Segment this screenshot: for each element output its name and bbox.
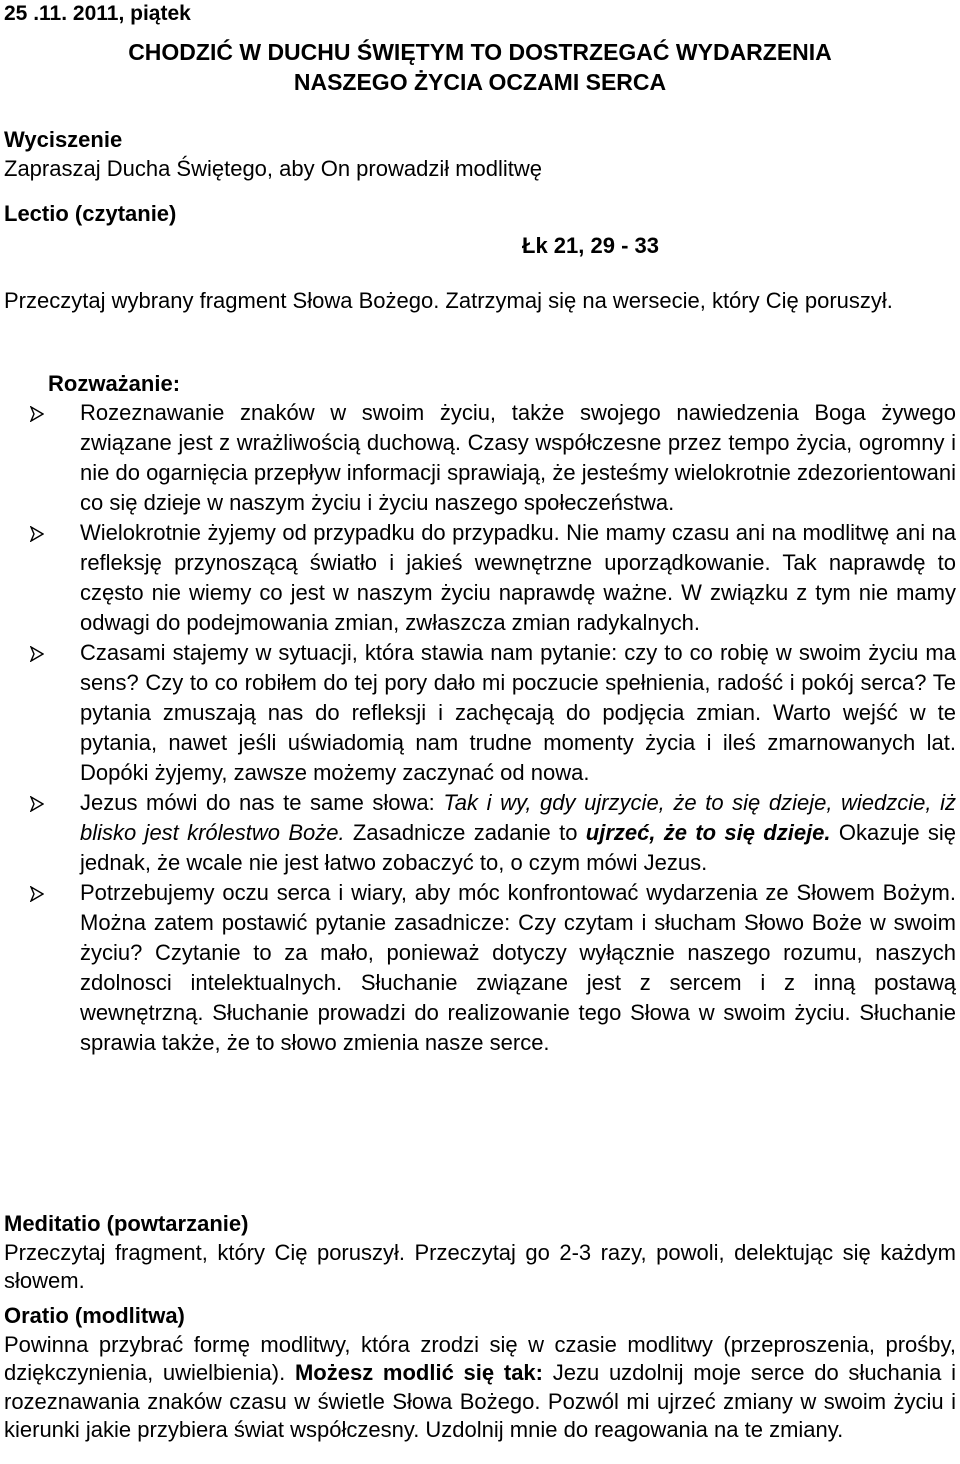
- list-item-text: Rozeznawanie znaków w swoim życiu, także swojego nawiedzenia Boga żywego związane jest z wrażliwością duchową. Czasy współczesne przez tempo życia, ogromny i nie do ogarnięcia przepływ informacji sprawiają, że jesteśmy wielokrotnie zdezorientowani co się dzieje w naszym życiu i życiu naszego społeczeństwa.: [80, 400, 956, 515]
- document-title: [0, 37, 960, 97]
- list-item: [30, 398, 956, 518]
- wyciszenie-text: Zapraszaj Ducha Świętego, aby On prowadził modlitwę: [4, 155, 543, 181]
- list-item: [30, 788, 956, 878]
- meditatio-text: Przeczytaj fragment, który Cię poruszył. Przeczytaj go 2-3 razy, powoli, delektując się każdym słowem.: [4, 1239, 956, 1294]
- list-item-text: Potrzebujemy oczu serca i wiary, aby móc konfrontować wydarzenia ze Słowem Bożym. Można zatem postawić pytanie zasadnicze: Czy czytam i słucham Słowo Boże w swoim życiu? Czytanie to za mało, ponieważ dotyczy wyłącznie naszego rozumu, naszych zdolnosci intelektualnych. Słuchanie związane jest z sercem i z inną postawą wewnętrzną. Słuchanie prowadzi do realizowanie tego Słowa w swoim życiu. Słuchanie sprawia także, że to słowo zmienia nasze serce.: [80, 880, 956, 1055]
- heading-wyciszenie: Wyciszenie: [4, 127, 123, 152]
- title-line-2: NASZEGO ŻYCIA OCZAMI SERCA: [293, 69, 667, 95]
- arrow-bullet-icon: [30, 406, 44, 422]
- heading-oratio: Oratio (modlitwa): [4, 1303, 185, 1328]
- list-item-text: Czasami stajemy w sytuacji, która stawia nam pytanie: czy to co robię w swoim życiu ma sens? Czy to co robiłem do tej pory dało mi poczucie spełnienia, radość i pokój serca? Te pytania zmuszają nas do refleksji i zachęcają do podjęcia zmian. Warto wejść w te pytania, nawet jeśli uświadomią nam trudne momenty życia i ileś zmarnowanych lat. Dopóki żyjemy, zawsze możemy zaczynać od nowa.: [80, 640, 956, 785]
- oratio-text-pre: Powinna przybrać formę modlitwy, która zrodzi się w czasie modlitwy (przeproszenia, prośby, dziękczynienia, uwielbienia).: [4, 1331, 956, 1386]
- list-item: [30, 518, 956, 638]
- list-item: [30, 878, 956, 1058]
- date-line: 25 .11. 2011, piątek: [4, 2, 191, 25]
- list-item-text-mid: Zasadnicze zadanie to: [344, 820, 586, 845]
- list-item-text-post: Okazuje się jednak, że wcale nie jest łatwo zobaczyć to, o czym mówi Jezus.: [80, 820, 956, 875]
- title-line-1: CHODZIĆ W DUCHU ŚWIĘTYM TO DOSTRZEGAĆ WYDARZENIA: [128, 39, 832, 65]
- heading-meditatio: Meditatio (powtarzanie): [4, 1211, 249, 1236]
- arrow-bullet-icon: [30, 796, 44, 812]
- section-oratio: [4, 1302, 956, 1445]
- oratio-text: [4, 1331, 956, 1445]
- gospel-quote: Tak i wy, gdy ujrzycie, że to się dzieje, wiedzcie, iż blisko jest królestwo Boże.: [80, 790, 956, 845]
- oratio-text-post: Jezu uzdolnij moje serce do słuchania i rozeznawania znaków czasu w świetle Słowa Bożego. Pozwól mi ujrzeć zmiany w swoim życiu i kierunki jakie przybiera świat współczesny. Uzdolnij mnie do reagowania na te zmiany.: [4, 1360, 957, 1443]
- scripture-reference: Łk 21, 29 - 33: [522, 233, 659, 258]
- arrow-bullet-icon: [30, 886, 44, 902]
- list-item-text: Wielokrotnie żyjemy od przypadku do przypadku. Nie mamy czasu ani na modlitwę ani na refleksję przynoszącą światło i jakieś wewnętrzne uporządkowanie. Tak naprawdę to często nie wiemy co jest w naszym życiu naprawdę ważne. W związku z tym nie mamy odwagi do podejmowania zmian, zwłaszcza zmian radykalnych.: [80, 520, 956, 635]
- section-wyciszenie: [4, 126, 956, 183]
- emphasis-text: ujrzeć, że to się dzieje.: [585, 820, 831, 845]
- arrow-bullet-icon: [30, 526, 44, 542]
- arrow-bullet-icon: [30, 646, 44, 662]
- heading-lectio: Lectio (czytanie): [4, 201, 177, 226]
- list-item-text-pre: Jezus mówi do nas te same słowa:: [80, 790, 444, 815]
- oratio-bold: Możesz modlić się tak:: [294, 1360, 543, 1386]
- lectio-text: Przeczytaj wybrany fragment Słowa Bożego. Zatrzymaj się na wersecie, który Cię poruszył.: [4, 288, 893, 313]
- section-meditatio: [4, 1210, 956, 1296]
- list-item: [30, 638, 956, 788]
- rozwazanie-list: [30, 398, 956, 1058]
- heading-rozwazanie: Rozważanie:: [48, 371, 181, 396]
